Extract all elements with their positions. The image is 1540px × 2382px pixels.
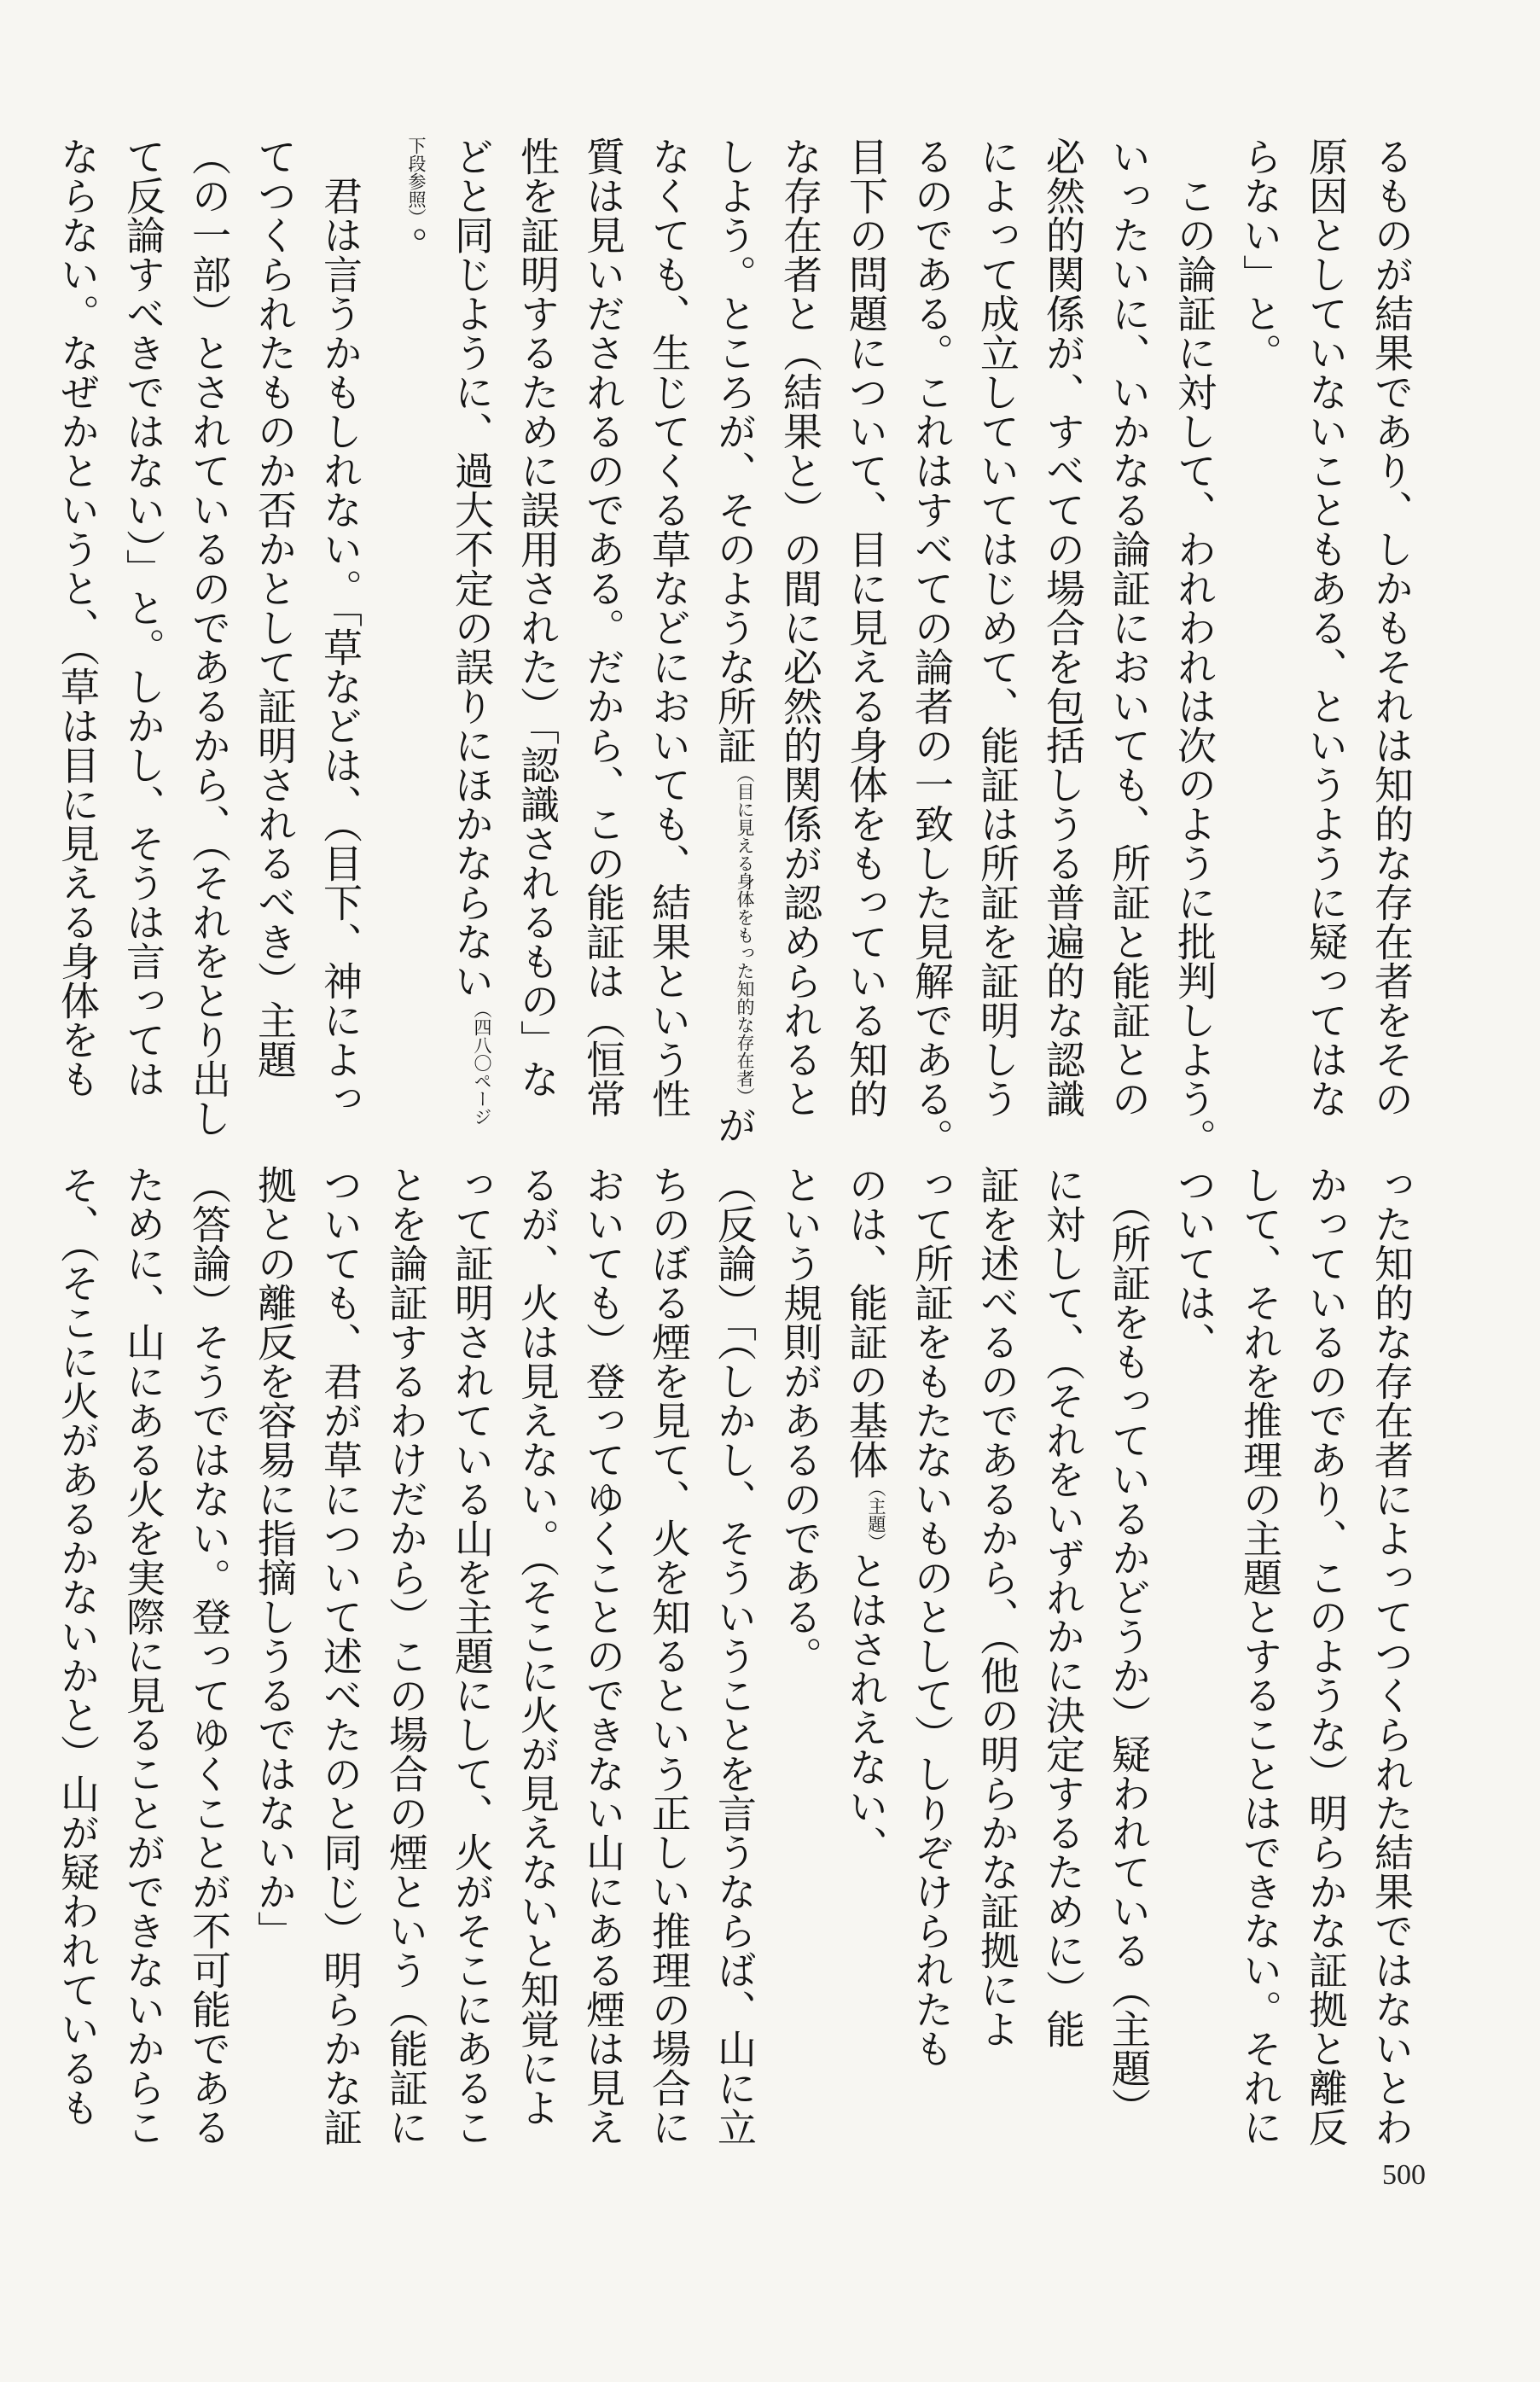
page-number: 500 bbox=[1382, 2159, 1426, 2191]
lower-text-block bbox=[55, 1165, 1421, 2189]
text-column: ために、山にある火を実際に見ることができないからこ bbox=[120, 1165, 166, 2146]
text-column: 性を証明するために誤用された）「認識されるもの」な bbox=[514, 137, 561, 1098]
upper-text-block bbox=[55, 137, 1421, 1186]
column-text: しよう。ところが、そのような所証 bbox=[712, 137, 758, 765]
column-text: が bbox=[712, 1105, 758, 1144]
text-column: らない」と。 bbox=[1237, 137, 1283, 372]
text-column: って所証をもたないものとして）しりぞけられたも bbox=[909, 1165, 955, 2068]
text-column: この論証に対して、われわれは次のように批判しよう。 bbox=[1171, 137, 1217, 1157]
text-column-with-note bbox=[837, 1165, 895, 2189]
inline-note: （四八〇ページ bbox=[472, 1000, 492, 1126]
text-column: おいても）登ってゆくことのできない山にある煙は見え bbox=[580, 1165, 626, 2146]
text-column: てつくられたものか否かとして証明されるべき）主題 bbox=[252, 137, 298, 1079]
text-column: て反論すべきではない）」と。しかし、そうは言っては bbox=[120, 137, 166, 1098]
text-column: （答論）そうではない。登ってゆくことが不可能である bbox=[186, 1165, 232, 2146]
text-column: 目下の問題について、目に見える身体をもっている知的 bbox=[843, 137, 889, 1118]
column-text: とはされえない、 bbox=[843, 1551, 889, 1865]
text-column: という規則があるのである。 bbox=[777, 1165, 823, 1675]
text-column: いったいに、いかなる論証においても、所証と能証との bbox=[1106, 137, 1152, 1118]
text-column: るのである。これはすべての論者の一致した見解である。 bbox=[909, 137, 955, 1157]
text-column: 原因としていないこともある、というように疑ってはな bbox=[1303, 137, 1349, 1118]
text-column: （所証をもっているかどうか）疑われている（主題） bbox=[1106, 1165, 1152, 2127]
text-column: によって成立していてはじめて、能証は所証を証明しう bbox=[974, 137, 1020, 1118]
text-column: ならない。なぜかというと、（草は目に見える身体をも bbox=[55, 137, 101, 1098]
text-column: かっているのであり、このような）明らかな証拠と離反 bbox=[1303, 1165, 1349, 2146]
text-column: るが、火は見えない。（そこに火が見えないと知覚によ bbox=[514, 1165, 561, 2127]
column-text: のは、能証の基体 bbox=[843, 1165, 889, 1479]
text-column: 君は言うかもしれない。「草などは、（目下、神によっ bbox=[317, 137, 363, 1118]
text-column: して、それを推理の主題とすることはできない。それに bbox=[1237, 1165, 1283, 2146]
text-column-with-note bbox=[377, 137, 435, 1186]
inline-note: （主題） bbox=[866, 1479, 886, 1551]
text-column: に対して、（それをいずれかに決定するために）能 bbox=[1040, 1165, 1086, 2048]
text-column: って証明されている山を主題にして、火がそこにあるこ bbox=[449, 1165, 495, 2146]
text-column: ついても、君が草について述べたのと同じ）明らかな証 bbox=[317, 1165, 363, 2146]
text-column: （反論）「（しかし、そういうことを言うならば、山に立 bbox=[712, 1165, 758, 2146]
text-column-with-note bbox=[443, 137, 501, 1186]
column-text: どと同じように、過大不定の誤りにほかならない bbox=[449, 137, 495, 1000]
text-column: そ、（そこに火があるかないかと）山が疑われているも bbox=[55, 1165, 101, 2127]
inline-note: 下段参照） bbox=[406, 137, 427, 226]
text-column: ちのぼる煙を見て、火を知るという正しい推理の場合に bbox=[646, 1165, 692, 2146]
text-column: るものが結果であり、しかもそれは知的な存在者をその bbox=[1369, 137, 1415, 1118]
text-column: った知的な存在者によってつくられた結果ではないとわ bbox=[1369, 1165, 1415, 2146]
text-column: とを論証するわけだから）この場合の煙という（能証に bbox=[383, 1165, 429, 2146]
column-text: 。 bbox=[383, 226, 429, 265]
inline-note: （目に見える身体をもった知的な存在者） bbox=[735, 765, 755, 1105]
text-column-with-note bbox=[706, 137, 764, 1186]
text-column: な存在者と（結果と）の間に必然的関係が認められると bbox=[777, 137, 823, 1118]
text-column: 拠との離反を容易に指摘しうるではないか」 bbox=[252, 1165, 298, 1950]
text-column: なくても、生じてくる草などにおいても、結果という性 bbox=[646, 137, 692, 1118]
text-column: 必然的関係が、すべての場合を包括しうる普遍的な認識 bbox=[1040, 137, 1086, 1118]
text-column: 証を述べるのであるから、（他の明らかな証拠によ bbox=[974, 1165, 1020, 2048]
text-column: 質は見いだされるのである。だから、この能証は（恒常 bbox=[580, 137, 626, 1118]
text-column: （の一部）とされているのであるから、（それをとり出し bbox=[186, 137, 232, 1138]
text-column: ついては、 bbox=[1171, 1165, 1217, 1361]
